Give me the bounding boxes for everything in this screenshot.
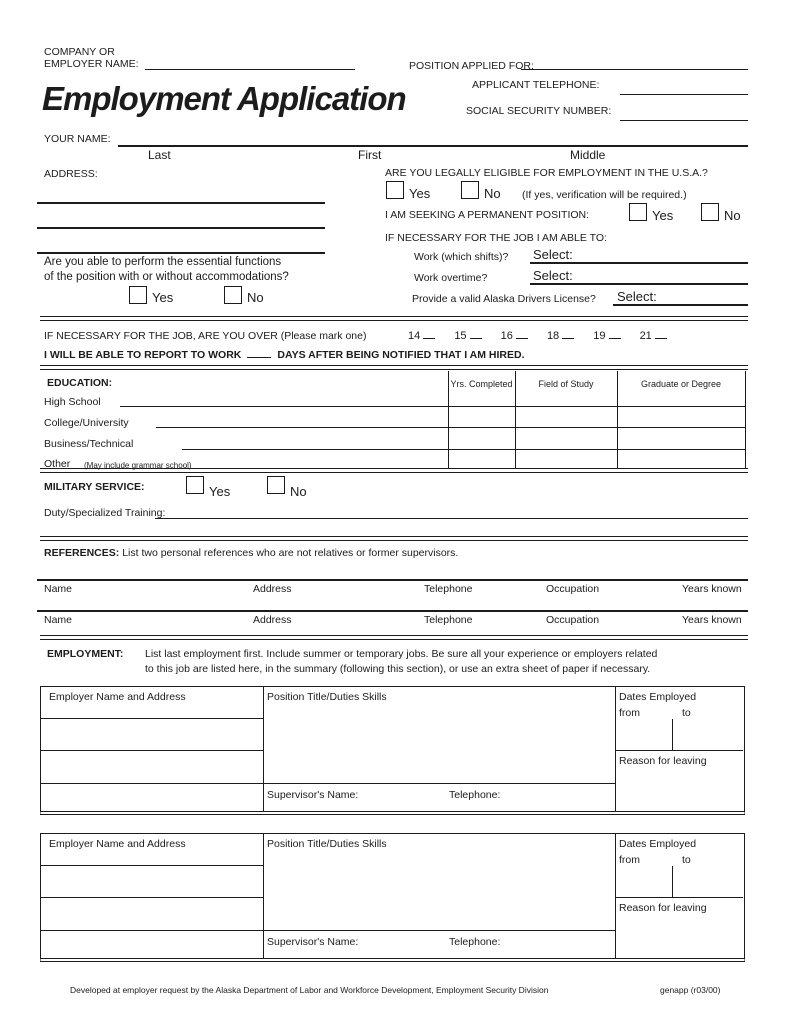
permanent-no-label: No bbox=[724, 208, 741, 223]
education-other-note: (May include grammar school) bbox=[84, 461, 192, 470]
references-header: REFERENCES: List two personal references who are not relatives or former supervisors. bbox=[44, 547, 459, 559]
dates-divider-line bbox=[672, 866, 673, 898]
employment-entry-1 bbox=[40, 686, 745, 815]
education-col-field: Field of Study bbox=[538, 379, 594, 389]
references-row-line[interactable] bbox=[37, 579, 748, 581]
dates-to-label: to bbox=[682, 854, 691, 866]
references-col-years: Years known bbox=[682, 614, 742, 626]
reason-row-line bbox=[615, 897, 743, 898]
employer-address-field[interactable] bbox=[41, 897, 263, 898]
references-col-telephone: Telephone bbox=[424, 583, 473, 595]
divider-rule bbox=[40, 635, 748, 640]
essential-no-checkbox[interactable] bbox=[224, 286, 242, 304]
references-col-telephone: Telephone bbox=[424, 614, 473, 626]
age-option-16[interactable]: 16 bbox=[501, 329, 531, 343]
report-days-field[interactable] bbox=[247, 348, 271, 358]
education-row-business: Business/Technical bbox=[44, 438, 134, 450]
education-college-field[interactable] bbox=[156, 427, 448, 428]
education-highschool-field[interactable] bbox=[120, 406, 448, 407]
drivers-license-field[interactable] bbox=[613, 304, 748, 306]
essential-functions-question-line1: Are you able to perform the essential functions bbox=[44, 256, 282, 268]
permanent-position-label: I AM SEEKING A PERMANENT POSITION: bbox=[385, 209, 590, 221]
military-service-label: MILITARY SERVICE: bbox=[44, 481, 145, 493]
employer-name-label: Employer Name and Address bbox=[49, 838, 186, 850]
age-option-18[interactable]: 18 bbox=[547, 329, 577, 343]
supervisor-name-label: Supervisor's Name: bbox=[267, 789, 359, 801]
work-overtime-question: Work overtime? bbox=[414, 272, 488, 284]
education-row-line bbox=[448, 427, 745, 428]
name-first-label: First bbox=[358, 148, 382, 162]
employment-entry-2 bbox=[40, 833, 745, 962]
references-col-occupation: Occupation bbox=[546, 583, 600, 595]
education-row-line bbox=[448, 449, 745, 450]
references-col-name: Name bbox=[44, 583, 73, 595]
divider-rule bbox=[40, 365, 748, 370]
employment-grid-line bbox=[263, 834, 264, 958]
employer-address-field[interactable] bbox=[41, 750, 263, 751]
supervisor-row-line bbox=[263, 930, 615, 931]
military-yes-checkbox[interactable] bbox=[186, 476, 204, 494]
drivers-license-select[interactable]: Select: bbox=[617, 289, 657, 304]
drivers-license-question: Provide a valid Alaska Drivers License? bbox=[412, 293, 596, 305]
divider-rule bbox=[40, 536, 748, 541]
work-overtime-field[interactable] bbox=[530, 283, 748, 285]
dates-divider-line bbox=[672, 719, 673, 751]
employer-address-field[interactable] bbox=[41, 930, 263, 931]
age-option-14[interactable]: 14 bbox=[408, 329, 438, 343]
dates-from-label: from bbox=[619, 854, 640, 866]
education-grid-line bbox=[448, 371, 449, 468]
education-row-line bbox=[448, 406, 745, 407]
company-label-line2: EMPLOYER NAME: bbox=[44, 58, 139, 70]
supervisor-row-line bbox=[263, 783, 615, 784]
company-name-field[interactable] bbox=[145, 69, 355, 70]
report-to-work-statement: I WILL BE ABLE TO REPORT TO WORK DAYS AFTER BEING NOTIFIED THAT I AM HIRED. bbox=[44, 349, 525, 361]
references-col-years: Years known bbox=[682, 583, 742, 595]
education-grid-line bbox=[745, 371, 746, 468]
references-row-line[interactable] bbox=[37, 610, 748, 612]
address-field-3[interactable] bbox=[37, 252, 325, 254]
education-row-college: College/University bbox=[44, 417, 129, 429]
ssn-field[interactable] bbox=[620, 120, 748, 121]
eligible-yes-checkbox[interactable] bbox=[386, 181, 404, 199]
reason-for-leaving-label: Reason for leaving bbox=[619, 902, 707, 914]
position-title-label: Position Title/Duties Skills bbox=[267, 838, 387, 850]
eligible-no-label: No bbox=[484, 186, 501, 201]
education-row-highschool: High School bbox=[44, 396, 101, 408]
education-col-yrs: Yrs. Completed bbox=[450, 379, 513, 389]
dates-employed-label: Dates Employed bbox=[619, 691, 697, 703]
reason-for-leaving-label: Reason for leaving bbox=[619, 755, 707, 767]
permanent-yes-checkbox[interactable] bbox=[629, 203, 647, 221]
dates-employed-label: Dates Employed bbox=[619, 838, 697, 850]
employment-grid-line bbox=[615, 687, 616, 811]
age-option-15[interactable]: 15 bbox=[454, 329, 484, 343]
your-name-label: YOUR NAME: bbox=[44, 133, 111, 145]
position-applied-field[interactable] bbox=[521, 69, 748, 70]
education-business-field[interactable] bbox=[182, 449, 448, 450]
essential-yes-checkbox[interactable] bbox=[129, 286, 147, 304]
supervisor-telephone-label: Telephone: bbox=[449, 936, 501, 948]
employer-name-label: Employer Name and Address bbox=[49, 691, 186, 703]
reason-row-line bbox=[615, 750, 743, 751]
verification-note: (If yes, verification will be required.) bbox=[522, 189, 687, 201]
supervisor-name-label: Supervisor's Name: bbox=[267, 936, 359, 948]
address-field-1[interactable] bbox=[37, 202, 325, 204]
work-shifts-select[interactable]: Select: bbox=[533, 247, 573, 262]
page-title: Employment Application bbox=[42, 80, 406, 117]
dates-to-label: to bbox=[682, 707, 691, 719]
employer-address-field[interactable] bbox=[41, 718, 263, 719]
eligible-question: ARE YOU LEGALLY ELIGIBLE FOR EMPLOYMENT IN THE U.S.A.? bbox=[385, 167, 708, 179]
employment-grid-line bbox=[263, 687, 264, 811]
education-col-grad: Graduate or Degree bbox=[640, 379, 722, 389]
education-grid-line bbox=[515, 371, 516, 468]
references-col-name: Name bbox=[44, 614, 73, 626]
eligible-no-checkbox[interactable] bbox=[461, 181, 479, 199]
divider-rule bbox=[40, 316, 748, 321]
employment-instructions-line2: to this job are listed here, in the summary (following this section), or use an extra sheet of paper if necessary. bbox=[145, 663, 651, 675]
references-col-address: Address bbox=[253, 614, 292, 626]
duty-training-field[interactable] bbox=[155, 518, 748, 519]
age-option-19[interactable]: 19 bbox=[593, 329, 623, 343]
name-last-label: Last bbox=[148, 148, 171, 162]
work-shifts-field[interactable] bbox=[530, 262, 748, 264]
address-label: ADDRESS: bbox=[44, 168, 98, 180]
references-col-address: Address bbox=[253, 583, 292, 595]
duty-training-label: Duty/Specialized Training: bbox=[44, 507, 166, 519]
address-field-2[interactable] bbox=[37, 227, 325, 229]
education-label: EDUCATION: bbox=[47, 377, 113, 389]
military-no-checkbox[interactable] bbox=[267, 476, 285, 494]
position-applied-label: POSITION APPLIED FOR: bbox=[409, 60, 534, 72]
position-title-label: Position Title/Duties Skills bbox=[267, 691, 387, 703]
employer-address-field[interactable] bbox=[41, 783, 263, 784]
military-yes-label: Yes bbox=[209, 484, 231, 499]
applicant-telephone-label: APPLICANT TELEPHONE: bbox=[472, 79, 600, 91]
divider-rule bbox=[40, 468, 748, 473]
footer-credit: Developed at employer request by the Alaska Department of Labor and Workforce Development, Employment Security Division bbox=[70, 985, 549, 995]
essential-yes-label: Yes bbox=[152, 290, 174, 305]
company-label-line1: COMPANY OR bbox=[44, 46, 115, 58]
age-question: IF NECESSARY FOR THE JOB, ARE YOU OVER (Please mark one) bbox=[44, 330, 367, 342]
employment-instructions-line1: List last employment first. Include summer or temporary jobs. Be sure all your experience or employers related bbox=[145, 648, 658, 660]
footer-form-number: genapp (r03/00) bbox=[660, 985, 721, 995]
ssn-label: SOCIAL SECURITY NUMBER: bbox=[466, 105, 612, 117]
employment-label: EMPLOYMENT: bbox=[47, 648, 124, 660]
education-grid-line bbox=[617, 371, 618, 468]
applicant-telephone-field[interactable] bbox=[620, 94, 748, 95]
eligible-yes-label: Yes bbox=[409, 186, 431, 201]
employer-address-field[interactable] bbox=[41, 865, 263, 866]
employment-grid-line bbox=[615, 834, 616, 958]
your-name-field[interactable] bbox=[118, 145, 748, 147]
military-no-label: No bbox=[290, 484, 307, 499]
essential-no-label: No bbox=[247, 290, 264, 305]
references-col-occupation: Occupation bbox=[546, 614, 600, 626]
able-to-label: IF NECESSARY FOR THE JOB I AM ABLE TO: bbox=[385, 232, 607, 244]
name-middle-label: Middle bbox=[570, 148, 606, 162]
supervisor-telephone-label: Telephone: bbox=[449, 789, 501, 801]
permanent-yes-label: Yes bbox=[652, 208, 674, 223]
dates-from-label: from bbox=[619, 707, 640, 719]
age-options bbox=[408, 329, 683, 343]
education-row-other: Other bbox=[44, 458, 71, 470]
work-shifts-question: Work (which shifts)? bbox=[414, 251, 509, 263]
work-overtime-select[interactable]: Select: bbox=[533, 268, 573, 283]
permanent-no-checkbox[interactable] bbox=[701, 203, 719, 221]
essential-functions-question-line2: of the position with or without accommodations? bbox=[44, 271, 289, 283]
age-option-21[interactable]: 21 bbox=[640, 329, 670, 343]
